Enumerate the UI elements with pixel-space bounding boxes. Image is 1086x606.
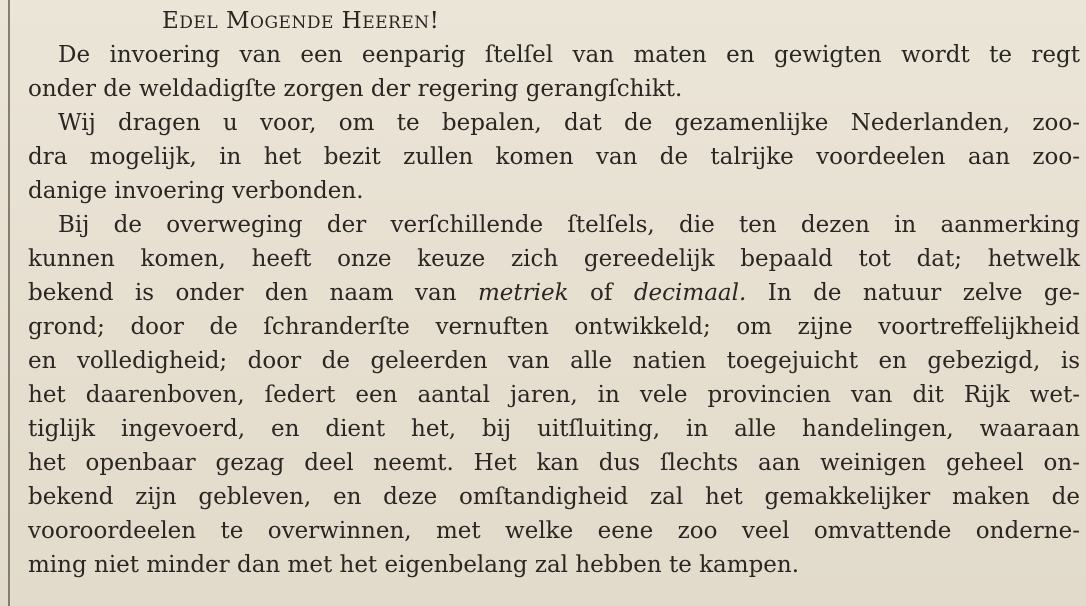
text-line: tiglijk ingevoerd, en dient het, bij uitſluiting, in alle handelingen, waaraan: [28, 416, 1080, 442]
text-line: Bij de overweging der verſchillende ſtelſels, die ten dezen in aanmerking: [58, 212, 1080, 238]
text-line: ming niet minder dan met het eigenbelang zal hebben te kampen.: [28, 552, 800, 578]
salutation-mark: !: [429, 8, 440, 34]
text-segment: In de natuur zelve ge-: [746, 280, 1080, 306]
text-line: onder de weldadigſte zorgen der regering gerangſchikt.: [28, 76, 683, 102]
text-line: het daarenboven, ſedert een aantal jaren, in vele provincien van dit Rijk wet-: [28, 382, 1080, 408]
text-line: vooroordeelen te overwinnen, met welke eene zoo veel omvattende onderne-: [28, 518, 1080, 544]
column-rule: [8, 0, 10, 606]
text-line: het openbaar gezag deel neemt. Het kan dus ſlechts aan weinigen geheel on-: [28, 450, 1080, 476]
text-line: dra mogelijk, in het bezit zullen komen van de talrijke voordeelen aan zoo-: [28, 144, 1080, 170]
italic-term-decimaal: decimaal.: [633, 280, 747, 306]
salutation-word-3-rest: EEREN: [362, 13, 430, 33]
text-line: grond; door de ſchranderſte vernuften ontwikkeld; om zijne voortreffelijkheid: [28, 314, 1080, 340]
text-segment: bekend is onder den naam van: [28, 280, 478, 306]
italic-term-metriek: metriek: [478, 280, 569, 306]
text-line: bekend zijn gebleven, en deze omſtandigheid zal het gemakkelijker maken de: [28, 484, 1080, 510]
text-line: kunnen komen, heeft onze keuze zich gereedelijk bepaald tot dat; hetwelk: [28, 246, 1080, 272]
text-line: Wij dragen u voor, om te bepalen, dat de gezamenlijke Nederlanden, zoo-: [58, 110, 1080, 136]
salutation-word-3-initial: H: [341, 8, 363, 34]
text-segment: of: [568, 280, 634, 306]
salutation-word-1-rest: DEL: [179, 13, 219, 33]
salutation-heading: [28, 4, 1080, 38]
salutation-word-2-rest: OGENDE: [250, 13, 334, 33]
text-line: De invoering van een eenparig ſtelſel van maten en gewigten wordt te regt: [58, 42, 1080, 68]
article-body: [28, 4, 1080, 582]
text-line: en volledigheid; door de geleerden van alle natien toegejuicht en gebezigd, is: [28, 348, 1080, 374]
salutation-word-1-initial: E: [162, 8, 180, 34]
salutation-word-2-initial: M: [225, 8, 251, 34]
text-line: danige invoering verbonden.: [28, 178, 364, 204]
text-line-metriek: [28, 276, 1080, 310]
